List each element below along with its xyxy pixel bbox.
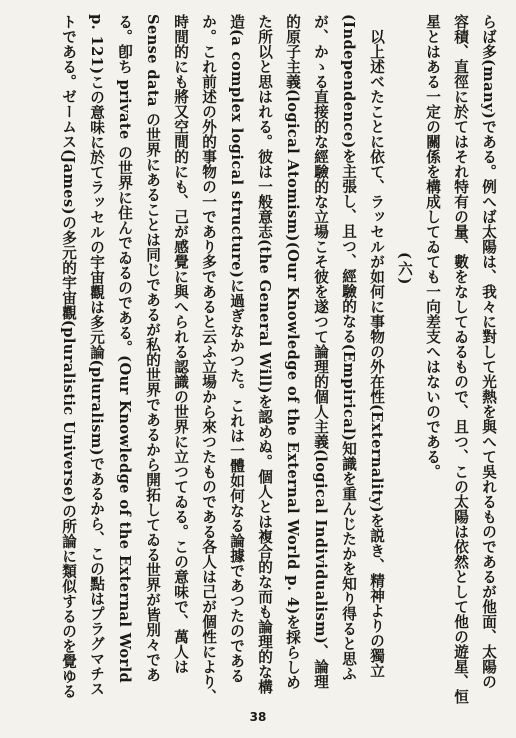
paragraph-main: 以上述べたことに依て、ラッセルが如何に事物の外在性(Externality)を説き、精神よりの獨立(Independence)を主張し、且つ、經驗的なる(Empirical)知識を重んじたかを知り得ると思ふが、かゝる直接的な經驗的な立場こそ彼を遂つて論理的個人主義(logical Individualism)、論理的原子主義(logical Atomism)(Our Knowledge of the External World p. 4)を採らしめた所以と思はれる。彼は一般意志(the General Will)を認めぬ。個人とは複合的な而も論理的な構造(a complex logical structure)に過ぎなかつた。これは一體如何なる論據であつたのであるか。これ前述の外的事物の一であり多であると云ふ立場から來つたものである各人は己が個性により、時間的にも將又空間的にも、己が感覺に與へられる認識の世界に立つてゐる。この意味で、萬人は Sense data の世界にあることは同じであるが私的世界であるから開拓してゐる世界が皆別々である。卽ち private の世界に住んでゐるのである。(Our Knowledge of the External World p. 121)この意味に於てラッセルの宇宙觀は多元論(pluralism)であるから、この點はプラグマチストである。ゼームス(James)の多元的宇宙觀(pluralistic Universe)の所論に類似するのを覺ゆる xyxy=(60,14,385,704)
paragraph-continued: らば多(many)である。例へば太陽は、我々に對して光熱を與へて吳れるものであるが他面、太陽の容積、直徑に於てはそれ特有の量、數をなしてゐるもので、且つ、この太陽は依然として他の遊星、恒星とはある一定の關係を構成してゐても一向差支へはないのである。 xyxy=(424,14,497,704)
vertical-text-body xyxy=(16,14,502,704)
page-number: 38 xyxy=(249,710,267,724)
section-heading: (六) xyxy=(396,252,413,287)
